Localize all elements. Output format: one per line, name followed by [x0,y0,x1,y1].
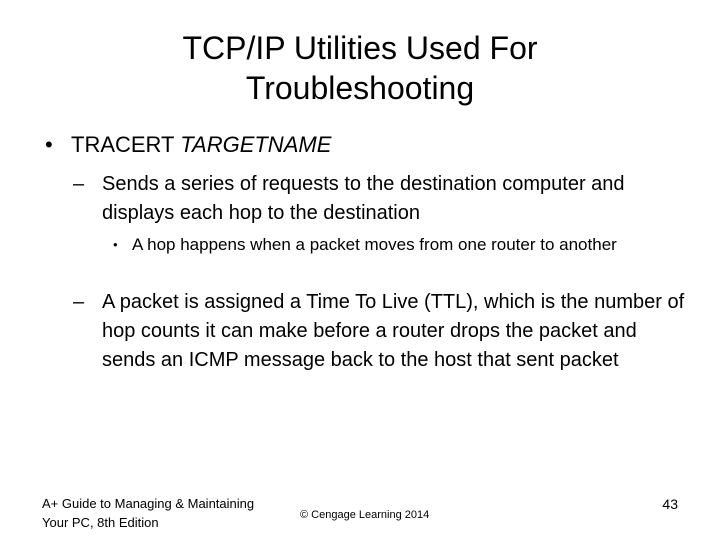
sub-bullet-sends-requests [73,170,693,228]
tracert-argument: TARGETNAME [180,132,332,157]
bullet-tracert [45,131,331,159]
detail-bullet-text: A hop happens when a packet moves from one router to another [132,235,617,254]
sub-bullet-ttl [73,288,693,375]
dash-marker: – [73,291,85,313]
slide-page-number: 43 [662,496,678,512]
detail-bullet-hop [113,233,673,257]
footer-copyright: © Cengage Learning 2014 [300,509,430,521]
tracert-command: TRACERT [71,132,175,157]
footer-book-line-2: Your PC, 8th Edition [42,515,159,530]
sub-bullet-text: Sends a series of requests to the destination computer and displays each hop to the destination [102,173,625,224]
sub-bullet-text: A packet is assigned a Time To Live (TTL), which is the number of hop counts it can make before a router drops the packet and sends an ICMP message back to the host that sent packet [102,291,685,371]
slide-title [60,28,660,108]
slide-title-line-2: Troubleshooting [245,70,475,106]
slide-title-line-1: TCP/IP Utilities Used For [182,30,538,66]
dash-marker: – [73,173,85,195]
footer-book-line-1: A+ Guide to Managing & Maintaining [42,496,255,511]
detail-bullet-marker: • [113,237,118,252]
bullet-marker: • [45,132,53,157]
footer-book-title [42,494,254,532]
